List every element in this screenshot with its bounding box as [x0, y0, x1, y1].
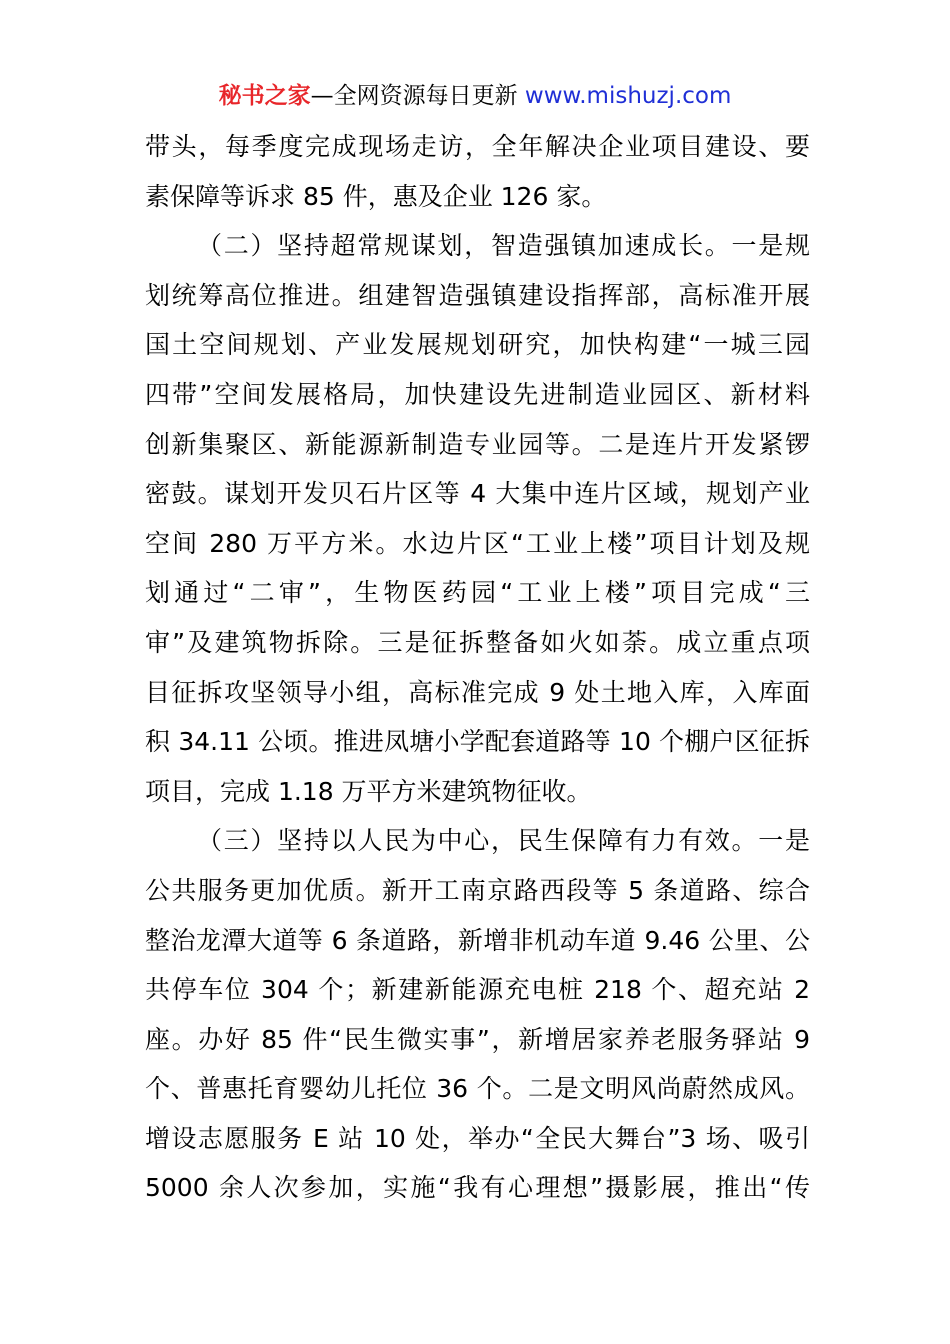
text-line: 素保障等诉求 85 件，惠及企业 126 家。	[145, 181, 607, 211]
text-line: 密鼓。谋划开发贝石片区等 4 大集中连片区域，规划产业	[145, 479, 810, 509]
text-line: 划统筹高位推进。组建智造强镇建设指挥部，高标准开展	[145, 280, 810, 310]
site-header	[0, 80, 950, 112]
text-line: 积 34.11 公顷。推进凤塘小学配套道路等 10 个棚户区征拆	[145, 727, 810, 757]
header-tagline: —全网资源每日更新	[310, 83, 518, 109]
text-line: 目征拆攻坚领导小组，高标准完成 9 处土地入库，入库面	[145, 677, 810, 707]
text-line: 座。办好 85 件“民生微实事”，新增居家养老服务驿站 9	[145, 1024, 810, 1054]
text-line: 整治龙潭大道等 6 条道路，新增非机动车道 9.46 公里、公	[145, 925, 810, 955]
text-line: 共停车位 304 个；新建新能源充电桩 218 个、超充站 2	[145, 975, 810, 1005]
text-line: 四带”空间发展格局，加快建设先进制造业园区、新材料	[145, 379, 810, 409]
text-line: 带头，每季度完成现场走访，全年解决企业项目建设、要	[145, 132, 810, 161]
document-body	[145, 122, 810, 1213]
text-line: 审”及建筑物拆除。三是征拆整备如火如荼。成立重点项	[145, 627, 810, 657]
text-line: （三）坚持以人民为中心，民生保障有力有效。一是	[197, 826, 810, 856]
site-url[interactable]: www.mishuzj.com	[524, 83, 732, 109]
text-line: 空间 280 万平方米。水边片区“工业上楼”项目计划及规	[145, 528, 810, 558]
text-line: 公共服务更加优质。新开工南京路西段等 5 条道路、综合	[145, 875, 810, 905]
text-line: 项目，完成 1.18 万平方米建筑物征收。	[145, 776, 592, 806]
text-line: （二）坚持超常规谋划，智造强镇加速成长。一是规	[197, 231, 810, 261]
brand-name: 秘书之家	[218, 83, 311, 109]
text-line: 创新集聚区、新能源新制造专业园等。二是连片开发紧锣	[145, 429, 810, 459]
text-line: 5000 余人次参加，实施“我有心理想”摄影展，推出“传	[145, 1173, 810, 1203]
text-line: 国土空间规划、产业发展规划研究，加快构建“一城三园	[145, 330, 810, 360]
text-line: 划通过“二审”，生物医药园“工业上楼”项目完成“三	[145, 578, 810, 608]
text-line: 个、普惠托育婴幼儿托位 36 个。二是文明风尚蔚然成风。	[145, 1074, 810, 1104]
text-line: 增设志愿服务 E 站 10 处，举办“全民大舞台”3 场、吸引	[145, 1123, 810, 1153]
